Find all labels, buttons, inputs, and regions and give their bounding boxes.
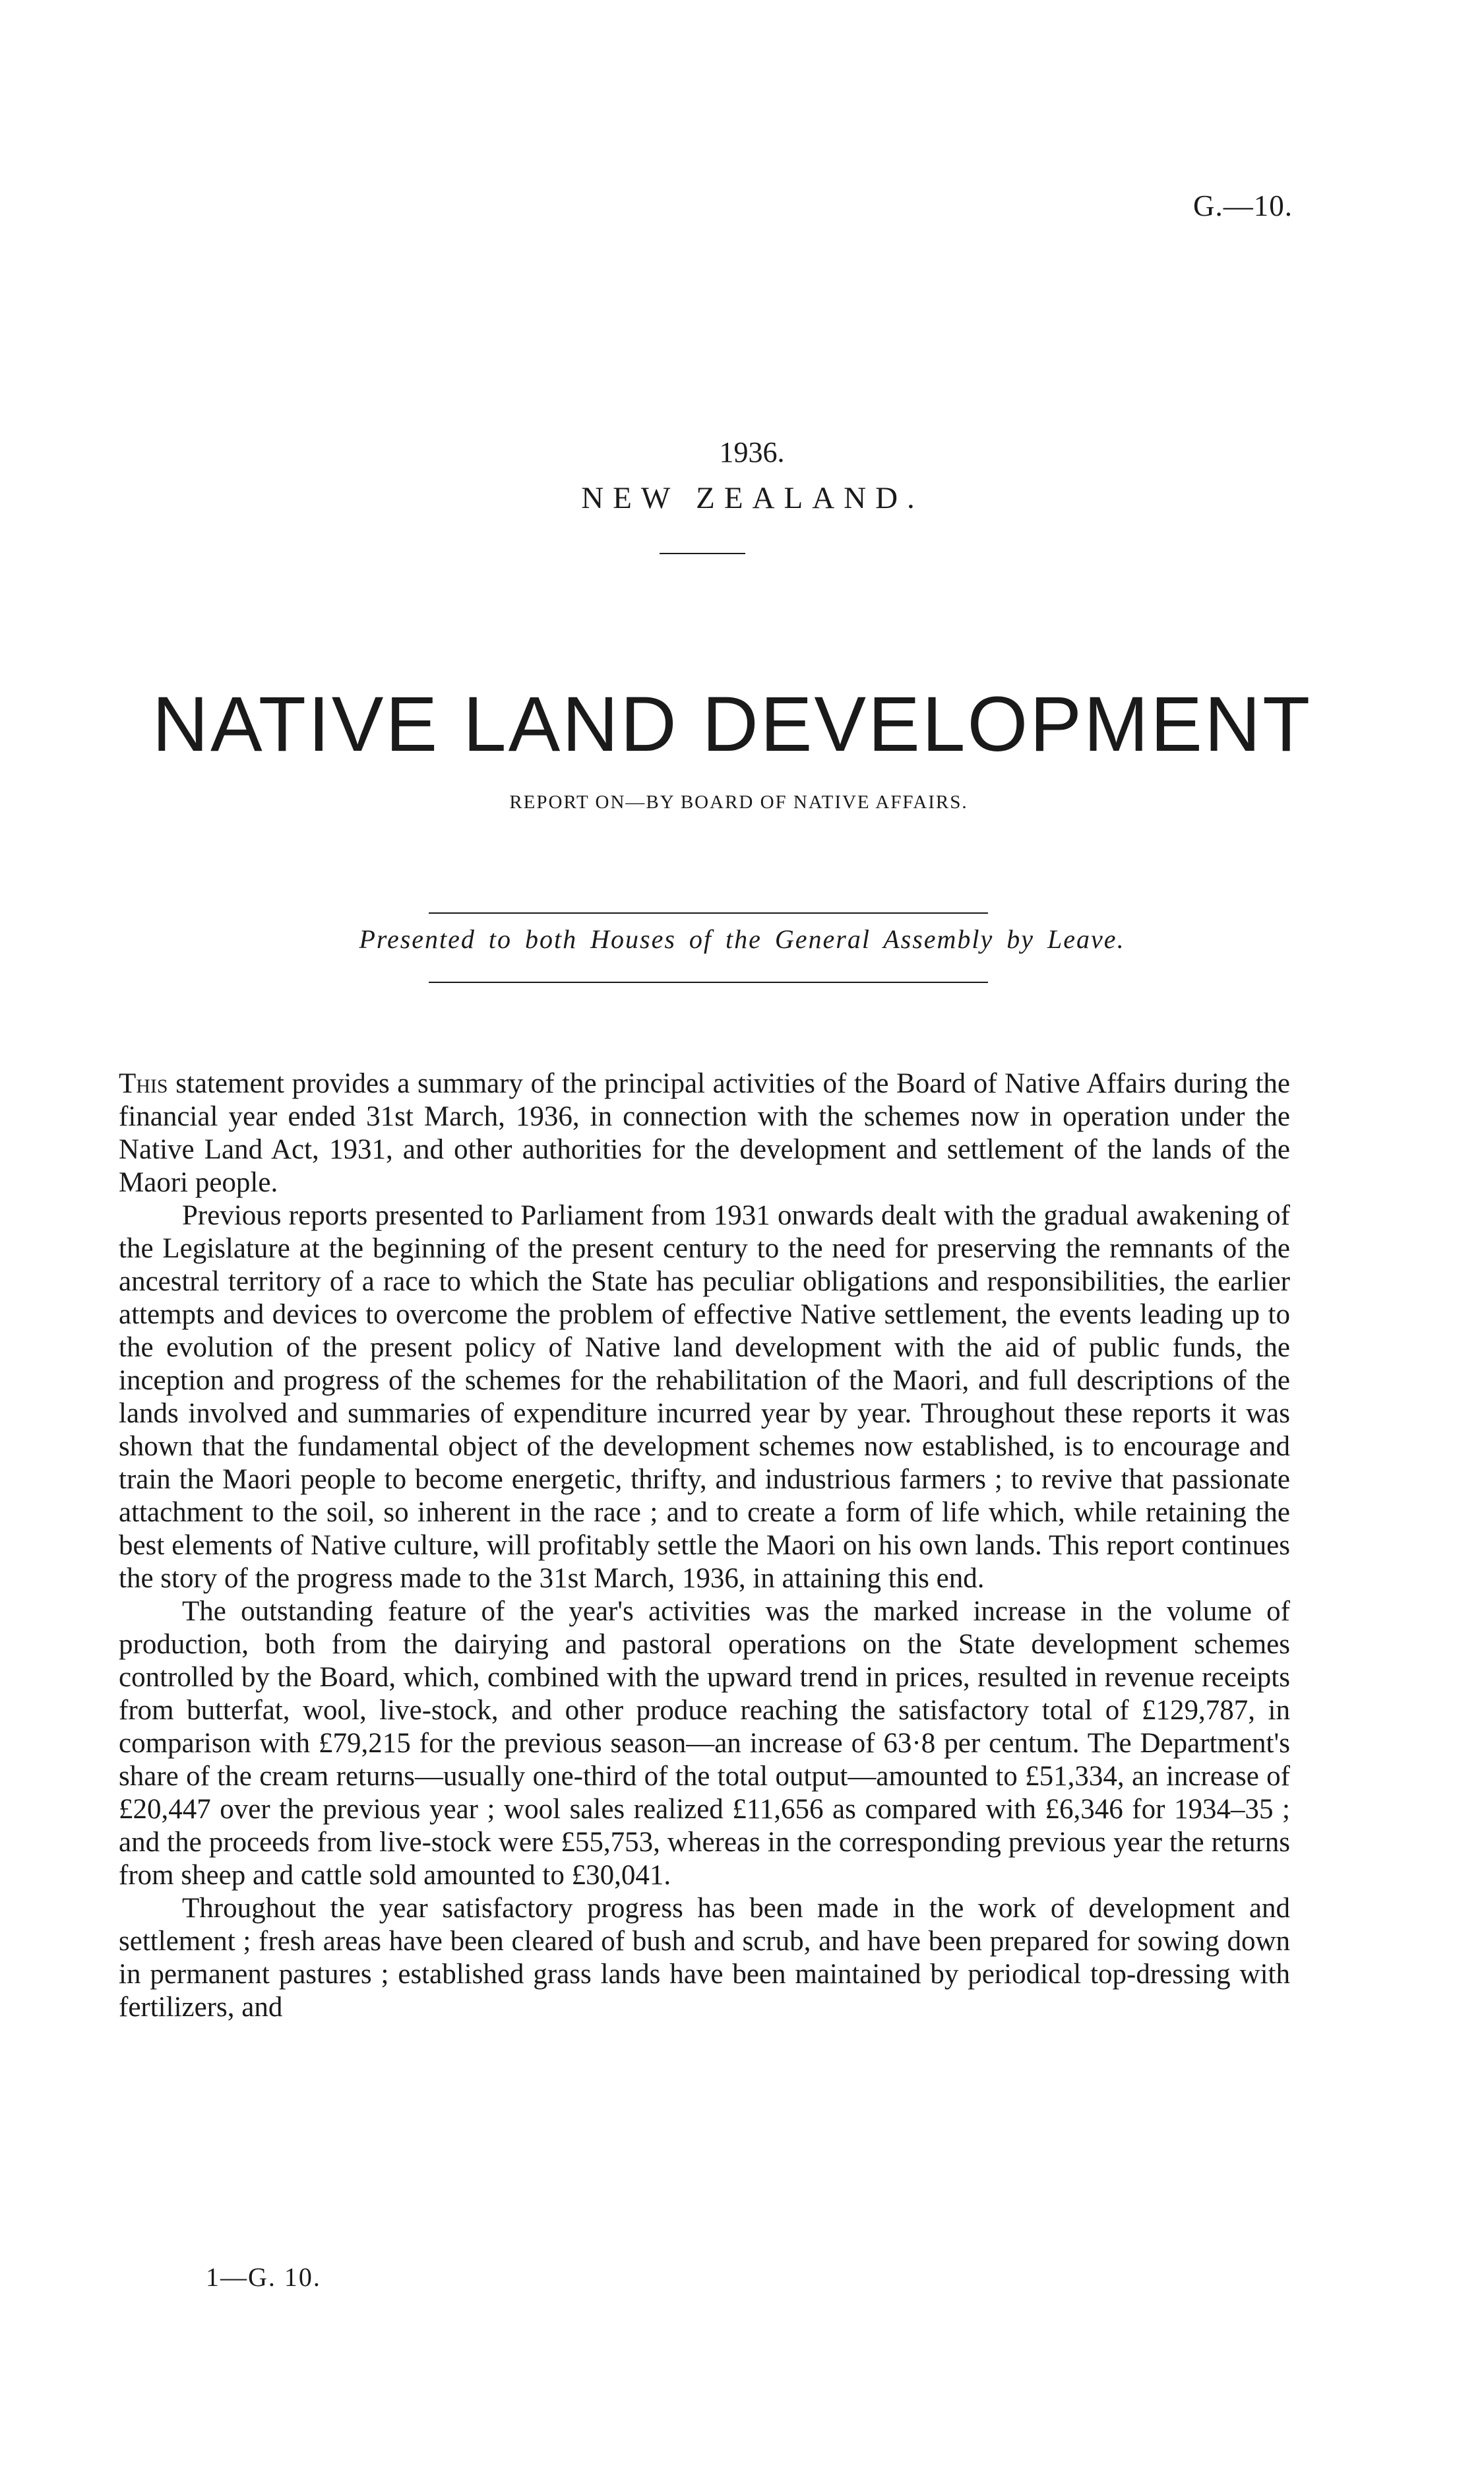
- paragraph-2: Previous reports presented to Parliament from 1931 onwards dealt with the gradual awakening of the Legislature at the beginning of the present century to the need for preserving the remnants of the ancestral territory of a race to which the State has peculiar obligations and responsibilities, the earlier attempts and devices to overcome the problem of effective Native settlement, the events leading up to the evolution of the present policy of Native land development with the aid of public funds, the inception and progress of the schemes for the rehabilitation of the Maori, and full descriptions of the lands involved and summaries of expenditure incurred year by year. Throughout these reports it was shown that the fundamental object of the development schemes now established, is to encourage and train the Maori people to become energetic, thrifty, and industrious farmers ; to revive that passionate attachment to the soil, so inherent in the race ; and to create a form of life which, while retaining the best elements of Native culture, will profitably settle the Maori on his own lands. This report continues the story of the progress made to the 31st March, 1936, in attaining this end.: [119, 1200, 1290, 1594]
- footer-page-reference: 1—G. 10.: [206, 2262, 321, 2292]
- presented-bottom-rule: [429, 982, 988, 983]
- short-divider: [660, 553, 745, 554]
- paragraph-1-lead: This: [119, 1068, 168, 1099]
- presented-top-rule: [429, 912, 988, 914]
- paragraph-4: Throughout the year satisfactory progress has been made in the work of development and settlement ; fresh areas have been cleared of bush and scrub, and have been prepared for sowing down in permanent pastures ; established grass lands have been maintained by periodical top-dressing with fertilizers, and: [119, 1893, 1290, 2023]
- country-heading: NEW ZEALAND.: [581, 481, 924, 515]
- document-title: NATIVE LAND DEVELOPMENT: [152, 681, 1313, 768]
- paragraph-1-text: statement provides a summary of the principal activities of the Board of Native Affairs during the financial year ended 31st March, 1936, in connection with the schemes now in operation under the Native Land Act, 1931, and other authorities for the development and settlement of the lands of the Maori people.: [119, 1068, 1290, 1198]
- document-subtitle: REPORT ON—BY BOARD OF NATIVE AFFAIRS.: [509, 792, 968, 813]
- presented-line: Presented to both Houses of the General Assembly by Leave.: [359, 924, 1125, 954]
- report-year: 1936.: [719, 436, 785, 468]
- paragraph-1: [119, 1067, 1290, 1199]
- report-body: [119, 1067, 1290, 2024]
- paragraph-3: The outstanding feature of the year's activities was the marked increase in the volume of production, both from the dairying and pastoral operations on the State development schemes controlled by the Board, which, combined with the upward trend in prices, resulted in revenue receipts from butterfat, wool, live-stock, and other produce reaching the satisfactory total of £129,787, in comparison with £79,215 for the previous season—an increase of 63·8 per centum. The Department's share of the cream returns—usually one-third of the total output—amounted to £51,334, an increase of £20,447 over the previous year ; wool sales realized £11,656 as compared with £6,346 for 1934–35 ; and the proceeds from live-stock were £55,753, whereas in the corresponding previous year the returns from sheep and cattle sold amounted to £30,041.: [119, 1596, 1290, 1891]
- page-reference: G.—10.: [1193, 189, 1293, 222]
